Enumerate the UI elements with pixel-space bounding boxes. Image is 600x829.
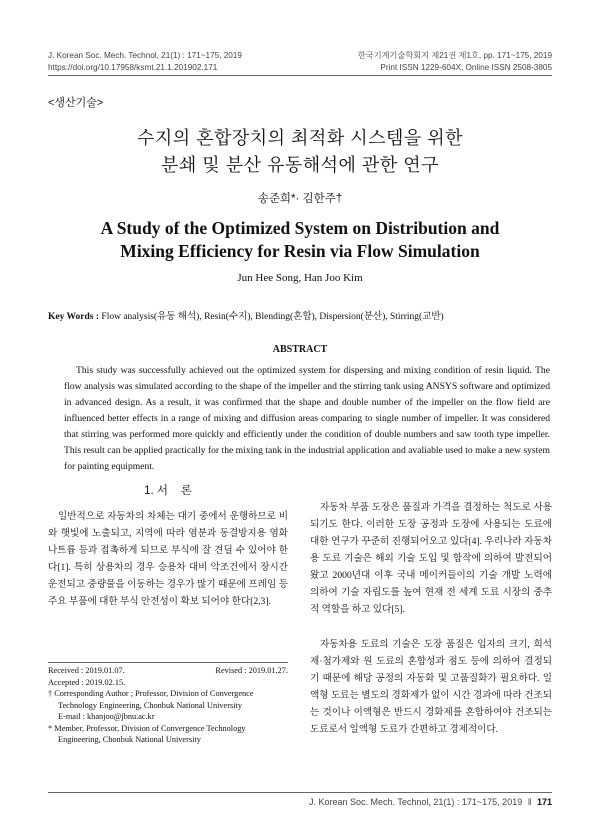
accepted-date: Accepted : 2019.02.15. xyxy=(48,677,126,687)
right-column-paragraph-2: 자동차용 도료의 기술은 도장 품질은 입자의 크기, 희석제·첨가제와 원 도료의 혼합성과 점도 등에 의하여 결정되기 때문에 해당 공정의 자동화 및 고품질화가 필요하다. 일액형 도료는 별도의 경화제가 없이 시간 경과에 따라 건조되는 것이나 이액형은 반드시 경화제를 혼합하여야 건조되는 도료로서 일액형 도료가 간편하고 경제적이다. xyxy=(310,639,552,735)
title-ko-line2: 분쇄 및 분산 유동해석에 관한 연구 xyxy=(161,155,439,175)
header-doi[interactable]: https://doi.org/10.17958/ksmt.21.1.201902.171 xyxy=(48,63,218,72)
abstract-body: This study was successfully achieved out the optimized system for dispersing and mixing condition of resin liquid. The flow analysis was simulated according to the shape of the impeller and the stirring tank using ANSYS software and optimized in advanced design. As a result, it was confirmed that the shape and double number of the impeller on the flow field are influenced better effects in a range of mixing and diffusion areas comparing to single number of impeller. It was considered that stirring was performed more quickly and efficiently under the condition of double numbers and saw tooth type impeller. This result can be applied practically for the mixing tank in the industrial application and avaliable used to make a new system for painting equipment. xyxy=(64,365,550,472)
authors-ko: 송준희*· 김한주† xyxy=(257,193,343,205)
title-en-line1: A Study of the Optimized System on Distribution and xyxy=(100,218,500,238)
footnotes xyxy=(48,665,288,746)
section-1-heading: 1. 서 론 xyxy=(144,485,192,497)
header-journal-en: J. Korean Soc. Mech. Technol, 21(1) : 171~175, 2019 xyxy=(48,51,242,60)
dates-row xyxy=(48,665,288,677)
title-ko-line1: 수지의 혼합장치의 최적화 시스템을 위한 xyxy=(136,128,464,148)
category-label: <생산기술> xyxy=(48,97,104,109)
header-rule xyxy=(48,75,552,76)
received-date: Received : 2019.01.07. xyxy=(48,666,125,675)
keywords-line xyxy=(48,308,552,322)
section-1-paragraph: 일반적으로 자동차의 차체는 대기 중에서 운행하므로 비와 햇빛에 노출되고, 지역에 따라 염분과 동결방지용 염화나트륨 등과 접촉하게 되므로 부식에 잘 견딜 수 있어야 한다[1]. 특히 상용차의 경우 승용차 대비 악조건에서 장시간 운전되고 중량물을 이동하는 경우가 많기 때문에 프레임 등 주요 부품에 대한 부식 안전성이 확보 되어야 한다[2,3]. xyxy=(48,511,288,607)
right-column-paragraph-1: 자동차 부품 도장은 품질과 가격을 결정하는 척도로 사용되기도 한다. 이러한 도장 공정과 도장에 사용되는 도료에 대한 연구가 꾸준히 진행되어오고 있다[4]. 우리나라 자동차용 도료 기술은 해외 기술 도입 및 합작에 의하여 발전되어 왔고 2000년대 이후 국내 메이커들이의 기술 개발 노력에 의하여 기술 자립도를 높여 현재 전 세계 도료 시장의 중추적 역할을 하고 있다[5]. xyxy=(310,502,552,615)
revised-date: Revised : 2019.01.27. xyxy=(215,666,288,675)
keywords-text: Flow analysis(유동 해석), Resin(수지), Blending(혼합), Dispersion(분산), Stirring(교반) xyxy=(101,312,444,322)
email-note[interactable]: E-mail : khanjoo@jbnu.ac.kr xyxy=(58,712,155,721)
title-en-line2: Mixing Efficiency for Resin via Flow Simulation xyxy=(120,241,480,261)
header-journal-ko: 한국기계기술학회지 제21권 제1호, pp. 171~175, 2019 xyxy=(357,51,552,60)
footer-citation: J. Korean Soc. Mech. Technol, 21(1) : 171~175, 2019 xyxy=(308,797,523,807)
header-issn: Print ISSN 1229-604X, Online ISSN 2508-3805 xyxy=(380,63,552,72)
footer: J. Korean Soc. Mech. Technol, 21(1) : 171~175, 2019 ‖ 171 xyxy=(308,797,552,807)
corresponding-author-note: † Corresponding Author ; Professor, Division of Convergence Technology Engineering, Chonbuk National University xyxy=(48,689,254,710)
abstract-heading: ABSTRACT xyxy=(272,344,328,355)
authors-en-text: Jun Hee Song, Han Joo Kim xyxy=(237,272,363,284)
page-number: 171 xyxy=(536,797,552,807)
keywords-label: Key Words : xyxy=(48,312,100,322)
footer-rule xyxy=(48,792,552,793)
footnote-rule xyxy=(48,662,288,663)
member-note: * Member, Professor, Division of Convergence Technology Engineering, Chonbuk National University xyxy=(48,723,246,744)
authors-en xyxy=(0,272,600,284)
